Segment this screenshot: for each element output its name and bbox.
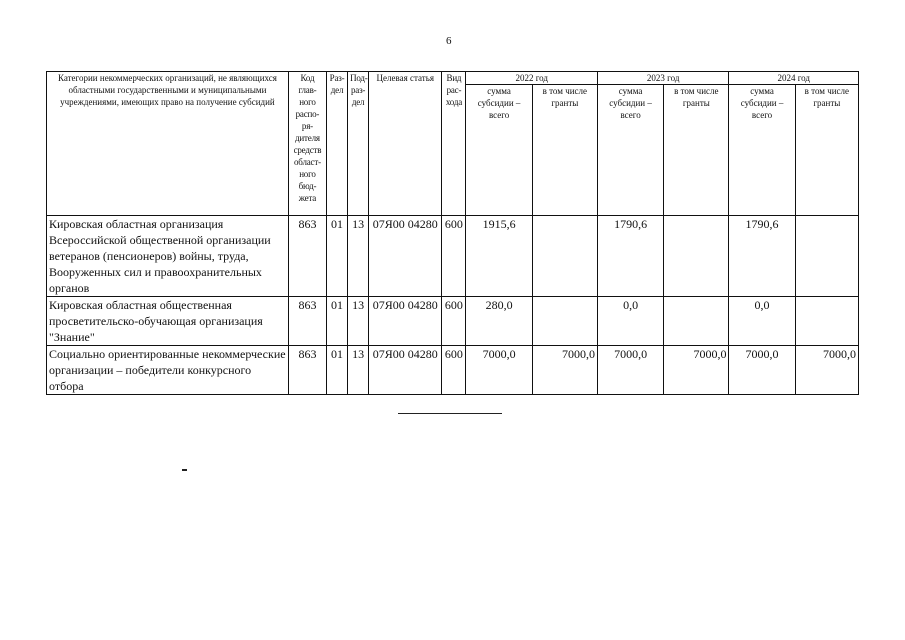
- header-code: Код глав-ного распо-ря-дителя средств област-ного бюд-жета: [288, 72, 326, 216]
- row-name: Кировская областная общественная просветительско-обучающая организация "Знание": [47, 297, 289, 346]
- row-expense-type: 600: [442, 346, 466, 395]
- row-name: Социально ориентированные некоммерческие организации – победители конкурсного отбора: [47, 346, 289, 395]
- subsidy-table: [46, 71, 859, 395]
- row-2024-grants: [795, 297, 858, 346]
- header-2024-total: сумма субсидии – всего: [729, 85, 795, 216]
- row-target: 07Я00 04280: [369, 346, 442, 395]
- row-2024-total: 1790,6: [729, 216, 795, 297]
- row-2022-total: 280,0: [466, 297, 532, 346]
- table-row: [47, 216, 859, 297]
- header-year-2023: 2023 год: [597, 72, 728, 85]
- row-2023-total: 7000,0: [597, 346, 663, 395]
- header-year-2024: 2024 год: [729, 72, 859, 85]
- row-2023-total: 1790,6: [597, 216, 663, 297]
- header-expense-type: Вид рас-хода: [442, 72, 466, 216]
- header-year-2022: 2022 год: [466, 72, 597, 85]
- header-category: Категории некоммерческих организаций, не являющихся областными государственными и муниципальными учреждениями, имеющих право на получение субсидий: [47, 72, 289, 216]
- header-2024-grants: в том числе гранты: [795, 85, 858, 216]
- row-expense-type: 600: [442, 297, 466, 346]
- row-section: 01: [327, 216, 348, 297]
- table-row: [47, 297, 859, 346]
- row-2023-grants: 7000,0: [664, 346, 729, 395]
- row-code: 863: [288, 346, 326, 395]
- row-2024-grants: 7000,0: [795, 346, 858, 395]
- row-2022-total: 7000,0: [466, 346, 532, 395]
- scan-mark: [182, 469, 187, 471]
- header-2023-grants: в том числе гранты: [664, 85, 729, 216]
- row-expense-type: 600: [442, 216, 466, 297]
- header-row: [47, 72, 859, 85]
- row-name: Кировская областная организация Всероссийской общественной организации ветеранов (пенсионеров) войны, труда, Вооруженных сил и правоохранительных органов: [47, 216, 289, 297]
- row-code: 863: [288, 297, 326, 346]
- row-subsection: 13: [348, 346, 369, 395]
- row-2022-grants: [532, 216, 597, 297]
- row-section: 01: [327, 297, 348, 346]
- header-2022-total: сумма субсидии – всего: [466, 85, 532, 216]
- row-2024-grants: [795, 216, 858, 297]
- row-subsection: 13: [348, 297, 369, 346]
- row-target: 07Я00 04280: [369, 216, 442, 297]
- row-2023-total: 0,0: [597, 297, 663, 346]
- end-divider-line: [398, 413, 502, 414]
- header-target: Целевая статья: [369, 72, 442, 216]
- table-row: [47, 346, 859, 395]
- row-2024-total: 0,0: [729, 297, 795, 346]
- row-target: 07Я00 04280: [369, 297, 442, 346]
- row-2024-total: 7000,0: [729, 346, 795, 395]
- row-code: 863: [288, 216, 326, 297]
- row-2022-grants: [532, 297, 597, 346]
- row-2023-grants: [664, 297, 729, 346]
- page-number: 6: [446, 35, 452, 47]
- row-subsection: 13: [348, 216, 369, 297]
- row-2023-grants: [664, 216, 729, 297]
- row-section: 01: [327, 346, 348, 395]
- row-2022-total: 1915,6: [466, 216, 532, 297]
- header-2022-grants: в том числе гранты: [532, 85, 597, 216]
- header-subsection: Под-раз-дел: [348, 72, 369, 216]
- row-2022-grants: 7000,0: [532, 346, 597, 395]
- header-2023-total: сумма субсидии – всего: [597, 85, 663, 216]
- header-section: Раз-дел: [327, 72, 348, 216]
